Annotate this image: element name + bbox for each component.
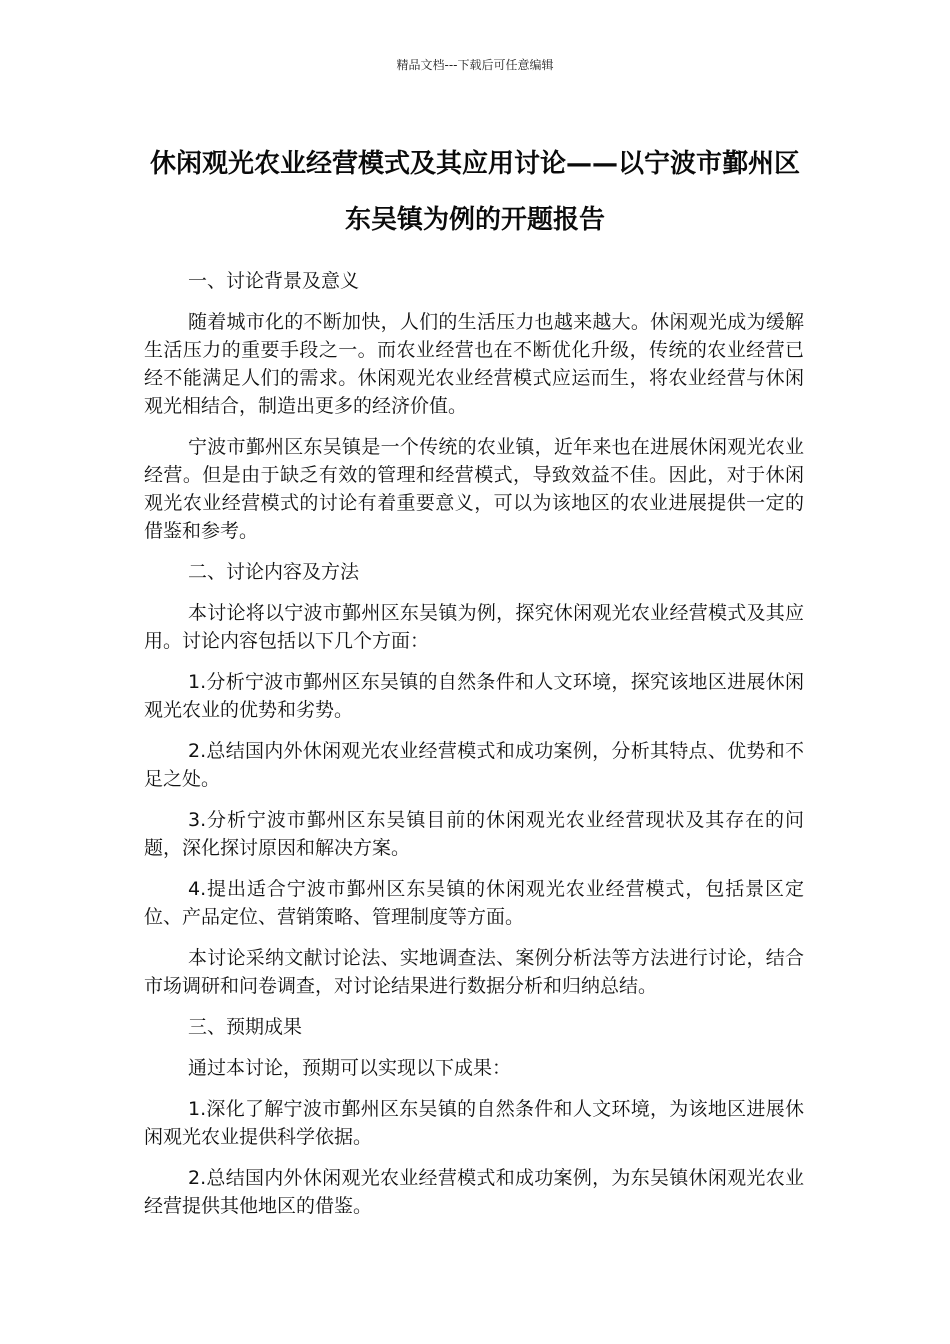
paragraph: 本讨论将以宁波市鄞州区东吴镇为例，探究休闲观光农业经营模式及其应用。讨论内容包括以下几个方面： xyxy=(144,602,804,652)
section-background xyxy=(144,267,804,545)
paragraph: 随着城市化的不断加快，人们的生活压力也越来越大。休闲观光成为缓解生活压力的重要手段之一。而农业经营也在不断优化升级，传统的农业经营已经不能满足人们的需求。休闲观光农业经营模式应运而生，将农业经营与休闲观光相结合，制造出更多的经济价值。 xyxy=(144,311,804,417)
paragraph: 本讨论采纳文献讨论法、实地调查法、案例分析法等方法进行讨论，结合市场调研和问卷调查，对讨论结果进行数据分析和归纳总结。 xyxy=(144,947,804,997)
list-item: 2.总结国内外休闲观光农业经营模式和成功案例，为东吴镇休闲观光农业经营提供其他地区的借鉴。 xyxy=(144,1167,804,1217)
section-content-method xyxy=(144,558,804,1000)
section-heading: 三、预期成果 xyxy=(188,1016,303,1038)
document-title: 休闲观光农业经营模式及其应用讨论——以宁波市鄞州区东吴镇为例的开题报告 xyxy=(149,149,800,235)
list-item: 3.分析宁波市鄞州区东吴镇目前的休闲观光农业经营现状及其存在的问题，深化探讨原因和解决方案。 xyxy=(144,809,804,859)
section-heading: 二、讨论内容及方法 xyxy=(188,561,360,583)
header-note: 精品文档---下载后可任意编辑 xyxy=(396,58,554,72)
list-item: 2.总结国内外休闲观光农业经营模式和成功案例，分析其特点、优势和不足之处。 xyxy=(144,740,804,790)
paragraph: 通过本讨论，预期可以实现以下成果： xyxy=(188,1057,512,1079)
section-heading: 一、讨论背景及意义 xyxy=(188,270,360,292)
section-expected-results xyxy=(144,1013,804,1220)
list-item: 4.提出适合宁波市鄞州区东吴镇的休闲观光农业经营模式，包括景区定位、产品定位、营销策略、管理制度等方面。 xyxy=(144,878,804,928)
list-item: 1.分析宁波市鄞州区东吴镇的自然条件和人文环境，探究该地区进展休闲观光农业的优势和劣势。 xyxy=(144,671,804,721)
document-body xyxy=(144,267,804,1233)
paragraph: 宁波市鄞州区东吴镇是一个传统的农业镇，近年来也在进展休闲观光农业经营。但是由于缺乏有效的管理和经营模式，导致效益不佳。因此，对于休闲观光农业经营模式的讨论有着重要意义，可以为该地区的农业进展提供一定的借鉴和参考。 xyxy=(144,436,804,542)
list-item: 1.深化了解宁波市鄞州区东吴镇的自然条件和人文环境，为该地区进展休闲观光农业提供科学依据。 xyxy=(144,1098,804,1148)
